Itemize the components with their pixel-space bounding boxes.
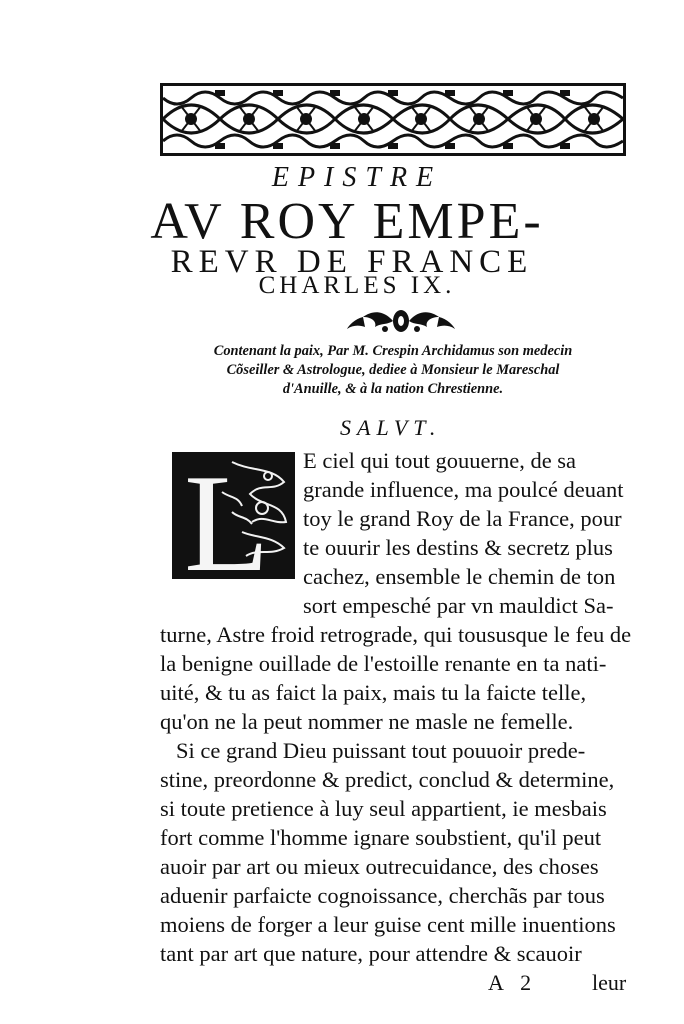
body-line: Si ce grand Dieu puissant tout pouuoir prede- xyxy=(176,738,586,763)
body-line: cachez, ensemble le chemin de ton xyxy=(303,564,616,589)
body-line: auoir par art ou mieux outrecuidance, des choses xyxy=(160,854,599,879)
fleuron-ornament xyxy=(345,307,457,335)
body-line: uité, & tu as faict la paix, mais tu la faicte telle, xyxy=(160,680,587,705)
body-line: toy le grand Roy de la France, pour xyxy=(303,506,622,531)
initial-letter-glyph: L xyxy=(184,452,270,579)
body-line: turne, Astre froid retrograde, qui toususque le feu de xyxy=(160,622,632,647)
body-line: sort empesché par vn mauldict Sa- xyxy=(303,593,614,618)
dedication-text xyxy=(160,342,626,399)
body-line: moiens de forger a leur guise cent mille inuentions xyxy=(160,912,616,937)
body-line: fort comme l'homme ignare soubstient, qu'il peut xyxy=(160,825,602,850)
body-line: aduenir parfaicte cognoissance, cherchãs par tous xyxy=(160,883,605,908)
heading-line-1: AV ROY EMPE- xyxy=(150,193,544,250)
body-line: E ciel qui tout gouuerne, de sa xyxy=(303,448,577,473)
body-line: la benigne ouillade de l'estoille renante en ta nati- xyxy=(160,651,607,676)
decorated-initial-letter xyxy=(172,452,295,579)
body-line: si toute pretience à luy seul appartient, ie mesbais xyxy=(160,796,607,821)
body-line: grande influence, ma poulcé deuant xyxy=(303,477,624,502)
body-line: tant par art que nature, pour attendre & scauoir xyxy=(160,941,582,966)
heading-line-2: REVR DE FRANCE xyxy=(170,244,534,280)
body-line: stine, preordonne & predict, conclud & determine, xyxy=(160,767,615,792)
body-line: qu'on ne la peut nommer ne masle ne femelle. xyxy=(160,709,574,734)
signature-mark: A 2 xyxy=(488,970,538,995)
salutation: SALVT. xyxy=(340,415,442,440)
dedication-line: Contenant la paix, Par M. Crespin Archidamus son medecin xyxy=(213,343,573,359)
catchword: leur xyxy=(592,970,627,995)
heading-epistre: EPISTRE xyxy=(271,162,443,193)
dedication-line: d'Anuille, & à la nation Chrestienne. xyxy=(282,381,504,397)
dedication-line: Cõseiller & Astrologue, dediee à Monsieur le Mareschal xyxy=(226,362,560,378)
heading-line-3: CHARLES IX. xyxy=(258,272,456,299)
body-line: te ouurir les destins & secretz plus xyxy=(303,535,613,560)
ornamental-headpiece xyxy=(160,83,626,156)
